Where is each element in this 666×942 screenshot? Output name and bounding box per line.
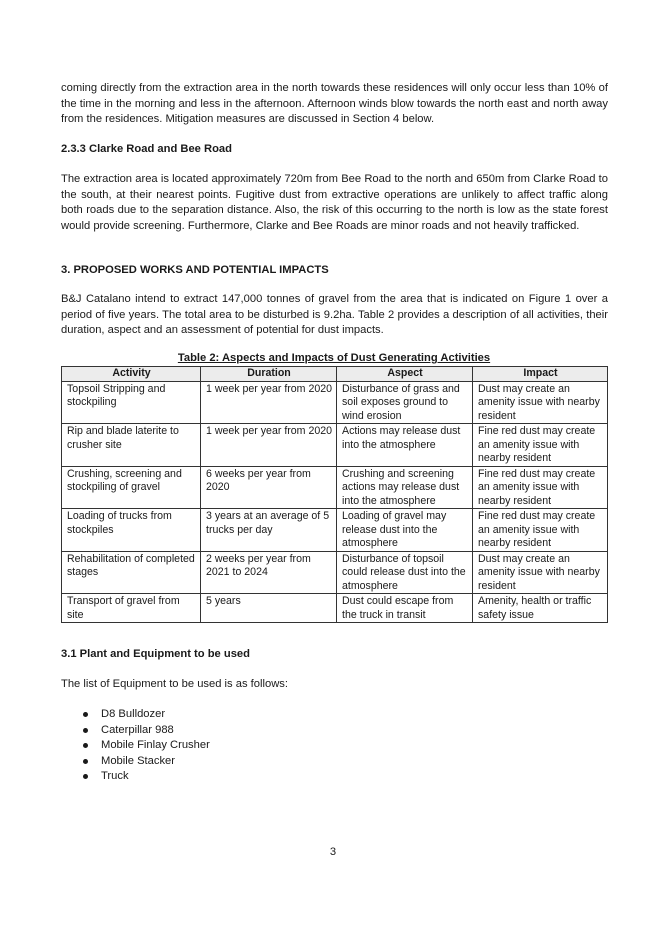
cell-activity: Rehabilitation of completed stages <box>62 551 201 594</box>
equipment-list <box>61 707 210 785</box>
page-number: 3 <box>329 846 337 858</box>
table-row <box>62 594 608 623</box>
header-impact: Impact <box>473 367 608 382</box>
bullet-icon <box>83 759 88 764</box>
bullet-icon <box>83 743 88 748</box>
header-activity: Activity <box>62 367 201 382</box>
cell-aspect: Actions may release dust into the atmosphere <box>337 424 473 467</box>
list-item <box>61 769 210 785</box>
cell-aspect: Disturbance of grass and soil exposes ground to wind erosion <box>337 381 473 424</box>
list-item-label: Truck <box>101 770 129 783</box>
cell-aspect: Loading of gravel may release dust into the atmosphere <box>337 509 473 552</box>
section-3-1-heading: 3.1 Plant and Equipment to be used <box>61 648 250 660</box>
cell-impact: Fine red dust may create an amenity issue with nearby resident <box>473 466 608 509</box>
header-aspect: Aspect <box>337 367 473 382</box>
cell-aspect: Disturbance of topsoil could release dust into the atmosphere <box>337 551 473 594</box>
cell-duration: 6 weeks per year from 2020 <box>201 466 337 509</box>
section-2-3-3-body: The extraction area is located approximately 720m from Bee Road to the north and 650m from Clarke Road to the south, at their nearest points. Fugitive dust from extractive operations are unlikely to affect traffic along both roads due to the separation distance. Also, the risk of this occurring to the north is low as the state forest would provide screening. Furthermore, Clarke and Bee Roads are minor roads and not heavily trafficked. <box>61 173 608 232</box>
table-header-row <box>62 367 608 382</box>
section-3-body: B&J Catalano intend to extract 147,000 tonnes of gravel from the area that is indicated on Figure 1 over a period of five years. The total area to be disturbed is 9.2ha. Table 2 provides a description of all activities, their duration, aspect and an assessment of potential for dust impacts. <box>61 293 608 336</box>
list-item <box>61 754 210 770</box>
section-3-1-body: The list of Equipment to be used is as follows: <box>61 678 288 690</box>
cell-activity: Rip and blade laterite to crusher site <box>62 424 201 467</box>
cell-activity: Loading of trucks from stockpiles <box>62 509 201 552</box>
cell-impact: Dust may create an amenity issue with nearby resident <box>473 551 608 594</box>
cell-duration: 3 years at an average of 5 trucks per day <box>201 509 337 552</box>
table-row <box>62 424 608 467</box>
list-item-label: Caterpillar 988 <box>101 723 174 736</box>
cell-impact: Dust may create an amenity issue with nearby resident <box>473 381 608 424</box>
cell-duration: 2 weeks per year from 2021 to 2024 <box>201 551 337 594</box>
bullet-icon <box>83 774 88 779</box>
bullet-icon <box>83 728 88 733</box>
section-3-heading: 3. PROPOSED WORKS AND POTENTIAL IMPACTS <box>61 264 329 276</box>
cell-impact: Fine red dust may create an amenity issue with nearby resident <box>473 424 608 467</box>
table-row <box>62 509 608 552</box>
dust-impacts-table <box>61 366 608 623</box>
list-item-label: Mobile Stacker <box>101 754 175 767</box>
cell-activity: Crushing, screening and stockpiling of gravel <box>62 466 201 509</box>
table-caption-text: Table 2: Aspects and Impacts of Dust Generating Activities <box>177 352 491 364</box>
table-row <box>62 381 608 424</box>
list-item-label: D8 Bulldozer <box>101 708 166 720</box>
cell-activity: Transport of gravel from site <box>62 594 201 623</box>
table-row <box>62 466 608 509</box>
list-item <box>61 723 210 739</box>
cell-duration: 1 week per year from 2020 <box>201 424 337 467</box>
cell-impact: Fine red dust may create an amenity issue with nearby resident <box>473 509 608 552</box>
cell-activity: Topsoil Stripping and stockpiling <box>62 381 201 424</box>
cell-aspect: Crushing and screening actions may release dust into the atmosphere <box>337 466 473 509</box>
cell-duration: 5 years <box>201 594 337 623</box>
cell-impact: Amenity, health or traffic safety issue <box>473 594 608 623</box>
cell-duration: 1 week per year from 2020 <box>201 381 337 424</box>
table-caption <box>61 351 607 365</box>
section-2-3-3-heading: 2.3.3 Clarke Road and Bee Road <box>61 143 232 155</box>
intro-paragraph: coming directly from the extraction area in the north towards these residences will only occur less than 10% of the time in the morning and less in the afternoon. Afternoon winds blow towards the north east and north away from the residences. Mitigation measures are discussed in Section 4 below. <box>61 82 608 125</box>
table-row <box>62 551 608 594</box>
cell-aspect: Dust could escape from the truck in transit <box>337 594 473 623</box>
list-item-label: Mobile Finlay Crusher <box>101 739 210 752</box>
header-duration: Duration <box>201 367 337 382</box>
bullet-icon <box>83 712 88 717</box>
list-item <box>61 707 210 723</box>
list-item <box>61 738 210 754</box>
